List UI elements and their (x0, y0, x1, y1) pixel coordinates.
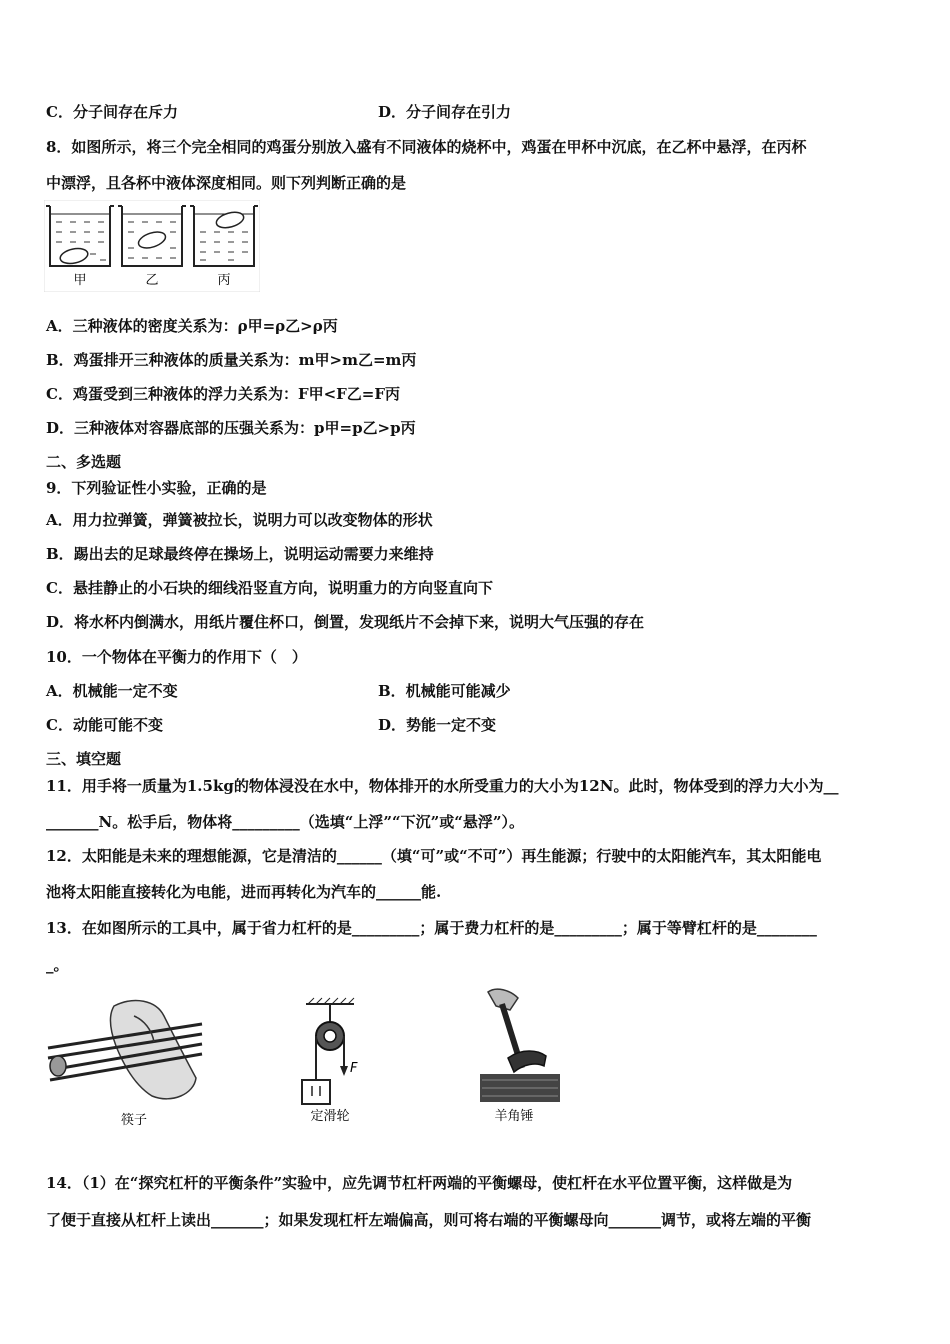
q11-line2: _______N。松手后，物体将_________（选填“上浮”“下沉”或“悬浮”）。 (46, 813, 524, 831)
q14-line1: 14．（1）在“探究杠杆的平衡条件”实验中，应先调节杠杆两端的平衡螺母，使杠杆在水平位置平衡，这样做是为 (46, 1174, 793, 1192)
q8-option-a: A．三种液体的密度关系为：ρ甲=ρ乙>ρ丙 (46, 317, 338, 335)
beaker-jia (46, 206, 114, 266)
section-multi-choice: 二、多选题 (46, 453, 122, 471)
beaker-yi (118, 206, 186, 266)
q10-option-b: B．机械能可能减少 (378, 682, 511, 700)
q10-option-a: A．机械能一定不变 (46, 682, 178, 700)
beakers-figure (44, 200, 260, 292)
levers-figure (44, 986, 564, 1131)
q7-option-d: D．分子间存在引力 (378, 103, 512, 121)
q11-line1: 11．用手将一质量为1.5kg的物体浸没在水中，物体排开的水所受重力的大小为12N。此时，物体受到的浮力大小为__ (46, 777, 839, 795)
q12-line2: 池将太阳能直接转化为电能，进而再转化为汽车的______能. (46, 883, 442, 901)
claw-hammer-drawing (480, 989, 560, 1124)
chopsticks-drawing (48, 1001, 202, 1128)
q10-stem: 10．一个物体在平衡力的作用下（ ） (46, 648, 307, 666)
fixed-pulley-drawing (302, 998, 358, 1124)
q9-option-a: A．用力拉弹簧，弹簧被拉长，说明力可以改变物体的形状 (46, 511, 433, 529)
q13-line1: 13．在如图所示的工具中，属于省力杠杆的是_________；属于费力杠杆的是_________；属于等臂杠杆的是________ (46, 919, 817, 937)
q9-option-d: D．将水杯内倒满水，用纸片覆住杯口，倒置，发现纸片不会掉下来，说明大气压强的存在 (46, 613, 645, 631)
q9-option-c: C．悬挂静止的小石块的细线沿竖直方向，说明重力的方向竖直向下 (46, 579, 493, 597)
q8-option-c: C．鸡蛋受到三种液体的浮力关系为：F甲<F乙=F丙 (46, 385, 401, 403)
q9-stem: 9．下列验证性小实验，正确的是 (46, 479, 267, 497)
caption-chopsticks: 筷子 (120, 1113, 148, 1128)
force-label: F (350, 1061, 358, 1076)
label-bing: 丙 (217, 273, 231, 288)
q14-line2: 了便于直接从杠杆上读出_______；如果发现杠杆左端偏高，则可将右端的平衡螺母向_______调节，或将左端的平衡 (46, 1211, 812, 1229)
q9-option-b: B．踢出去的足球最终停在操场上，说明运动需要力来维持 (46, 545, 434, 563)
caption-fixed-pulley: 定滑轮 (310, 1109, 350, 1124)
q10-option-c: C．动能可能不变 (46, 716, 163, 734)
q8-option-d: D．三种液体对容器底部的压强关系为：p甲=p乙>p丙 (46, 419, 416, 437)
q8-option-b: B．鸡蛋排开三种液体的质量关系为：m甲>m乙=m丙 (46, 351, 417, 369)
q8-stem-line2: 中漂浮，且各杯中液体深度相同。则下列判断正确的是 (46, 174, 407, 192)
q8-stem-line1: 8．如图所示，将三个完全相同的鸡蛋分别放入盛有不同液体的烧杯中，鸡蛋在甲杯中沉底，在乙杯中悬浮，在丙杯 (46, 138, 807, 156)
beaker-bing (190, 206, 258, 266)
q7-option-c: C．分子间存在斥力 (46, 103, 178, 121)
label-yi: 乙 (145, 273, 159, 288)
q12-line1: 12．太阳能是未来的理想能源，它是清洁的______（填“可”或“不可”）再生能源；行驶中的太阳能汽车，其太阳能电 (46, 847, 822, 865)
q10-option-d: D．势能一定不变 (378, 716, 497, 734)
label-jia: 甲 (73, 273, 87, 288)
section-fill-blank: 三、填空题 (46, 750, 122, 768)
caption-claw-hammer: 羊角锤 (494, 1109, 534, 1124)
q13-line2: _。 (46, 956, 69, 974)
